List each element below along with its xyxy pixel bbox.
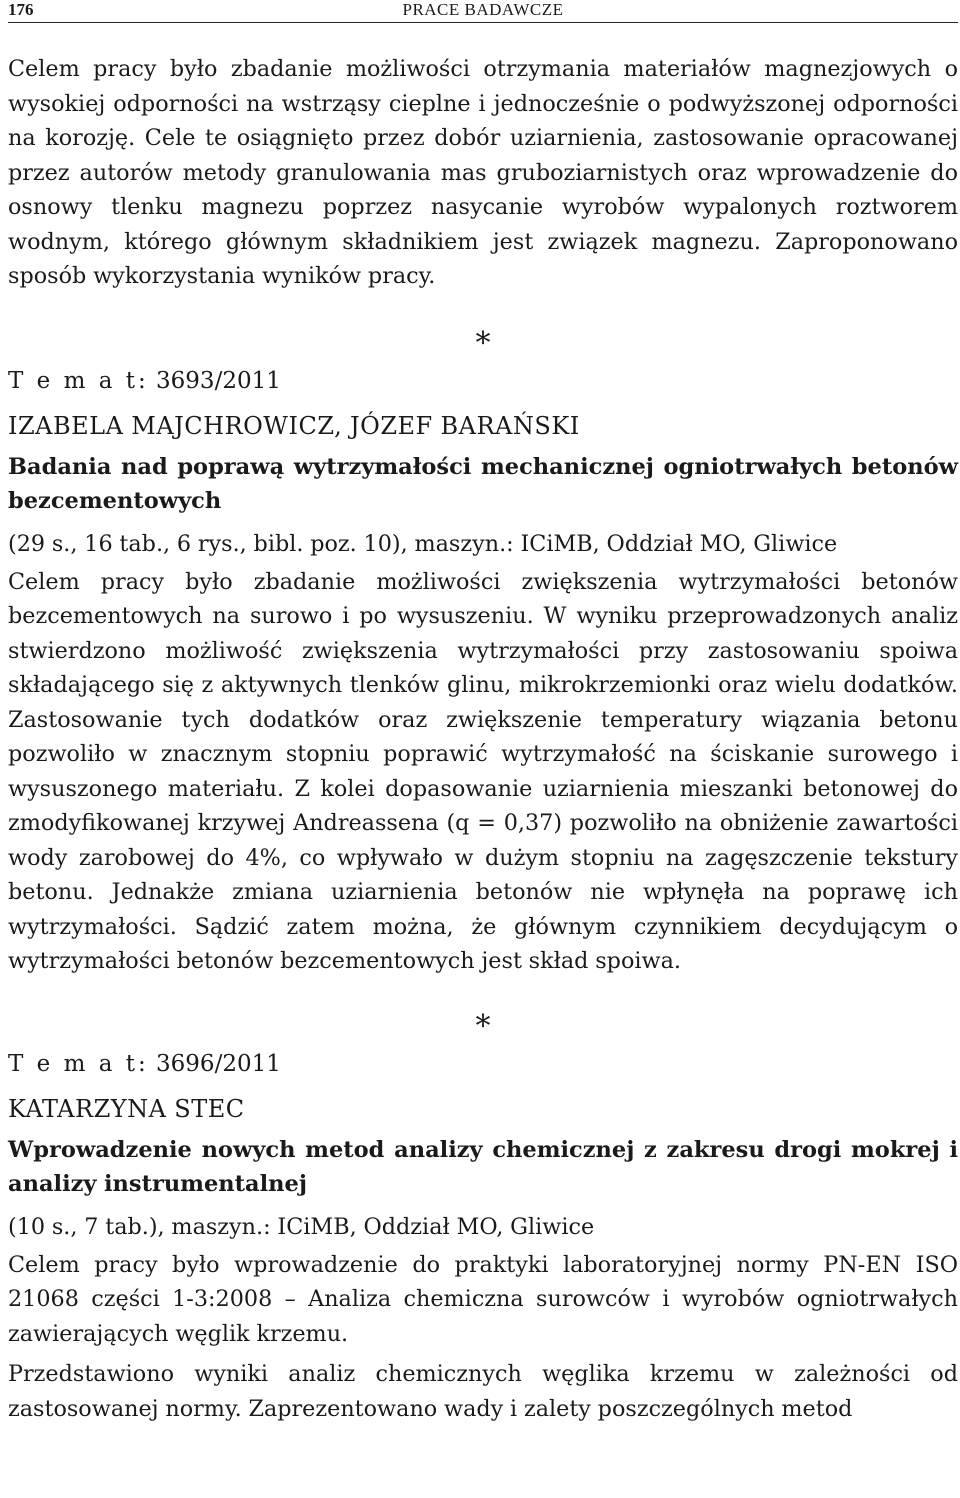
entry-title: Badania nad poprawą wytrzymałości mechanicznej ogniotrwałych betonów bezcementowych bbox=[8, 453, 958, 514]
topic-number: 3693/2011 bbox=[156, 367, 281, 394]
intro-paragraph: Celem pracy było zbadanie możliwości otrzymania materiałów magnezjowych o wysokiej odporności na wstrząsy cieplne i jednocześnie o podwyższonej odporności na korozję. Cele te osiągnięto przez dobór uziarnienia, zastosowanie opracowanej przez autorów metody granulowania mas gruboziarnistych oraz wprowadzenie do osnowy tlenku magnezu poprzez nasycanie wyrobów wypalonych roztworem wodnym, którego głównym składnikiem jest związek magnezu. Zaproponowano sposób wykorzystania wyników pracy. bbox=[8, 56, 958, 289]
topic-label: T e m a t: bbox=[8, 367, 149, 394]
page-number: 176 bbox=[8, 0, 34, 19]
entry-title: Wprowadzenie nowych metod analizy chemicznej z zakresu drogi mokrej i analizy instrumentalnej bbox=[8, 1136, 958, 1197]
entry-authors: IZABELA MAJCHROWICZ, JÓZEF BARAŃSKI bbox=[8, 411, 580, 440]
entry-abstract: Celem pracy było zbadanie możliwości zwiększenia wytrzymałości betonów bezcementowych na surowo i po wysuszeniu. W wyniku przeprowadzonych analiz stwierdzono możliwość zwiększenia wytrzymałości przy zastosowaniu spoiwa składającego się z aktywnych tlenków glinu, mikrokrzemionki oraz wielu dodatków. Zastosowanie tych dodatków oraz zwiększenie temperatury wiązania betonu pozwoliło w znacznym stopniu poprawić wytrzymałość na ściskanie surowego i wysuszonego materiału. Z kolei dopasowanie uziarnienia mieszanki betonowej do zmodyfikowanej krzywej Andreassena (q = 0,37) pozwoliło na obniżenie zawartości wody zarobowej do 4%, co wpływało w dużym stopniu na zagęszczenie tekstury betonu. Jednakże zmiana uziarnienia betonów nie wpłynęła na poprawę ich wytrzymałości. Sądzić zatem można, że głównym czynnikiem decydującym o wytrzymałości betonów bezcementowych jest skład spoiwa. bbox=[8, 568, 958, 974]
journal-name: PRACE BADAWCZE bbox=[402, 0, 564, 19]
section-separator: * bbox=[475, 1008, 491, 1044]
topic-line bbox=[8, 1047, 958, 1081]
section-separator: * bbox=[475, 325, 491, 361]
entry-meta: (29 s., 16 tab., 6 rys., bibl. poz. 10), maszyn.: ICiMB, Oddział MO, Gliwice bbox=[8, 530, 838, 557]
entry-3696 bbox=[8, 1047, 958, 1427]
entry-3693 bbox=[8, 364, 958, 979]
document-page bbox=[8, 0, 958, 1426]
topic-line bbox=[8, 364, 958, 398]
entry-abstract-continued: Przedstawiono wyniki analiz chemicznych węglika krzemu w zależności od zastosowanej normy. Zaprezentowano wady i zalety poszczególnych metod bbox=[8, 1361, 958, 1422]
topic-number: 3696/2011 bbox=[156, 1050, 281, 1077]
topic-label: T e m a t: bbox=[8, 1050, 149, 1077]
running-head bbox=[8, 0, 958, 23]
entry-authors: KATARZYNA STEC bbox=[8, 1094, 245, 1123]
entry-meta: (10 s., 7 tab.), maszyn.: ICiMB, Oddział MO, Gliwice bbox=[8, 1213, 595, 1240]
entry-abstract: Celem pracy było wprowadzenie do praktyki laboratoryjnej normy PN-EN ISO 21068 części 1-3:2008 – Analiza chemiczna surowców i wyrobów ogniotrwałych zawierających węglik krzemu. bbox=[8, 1251, 958, 1347]
